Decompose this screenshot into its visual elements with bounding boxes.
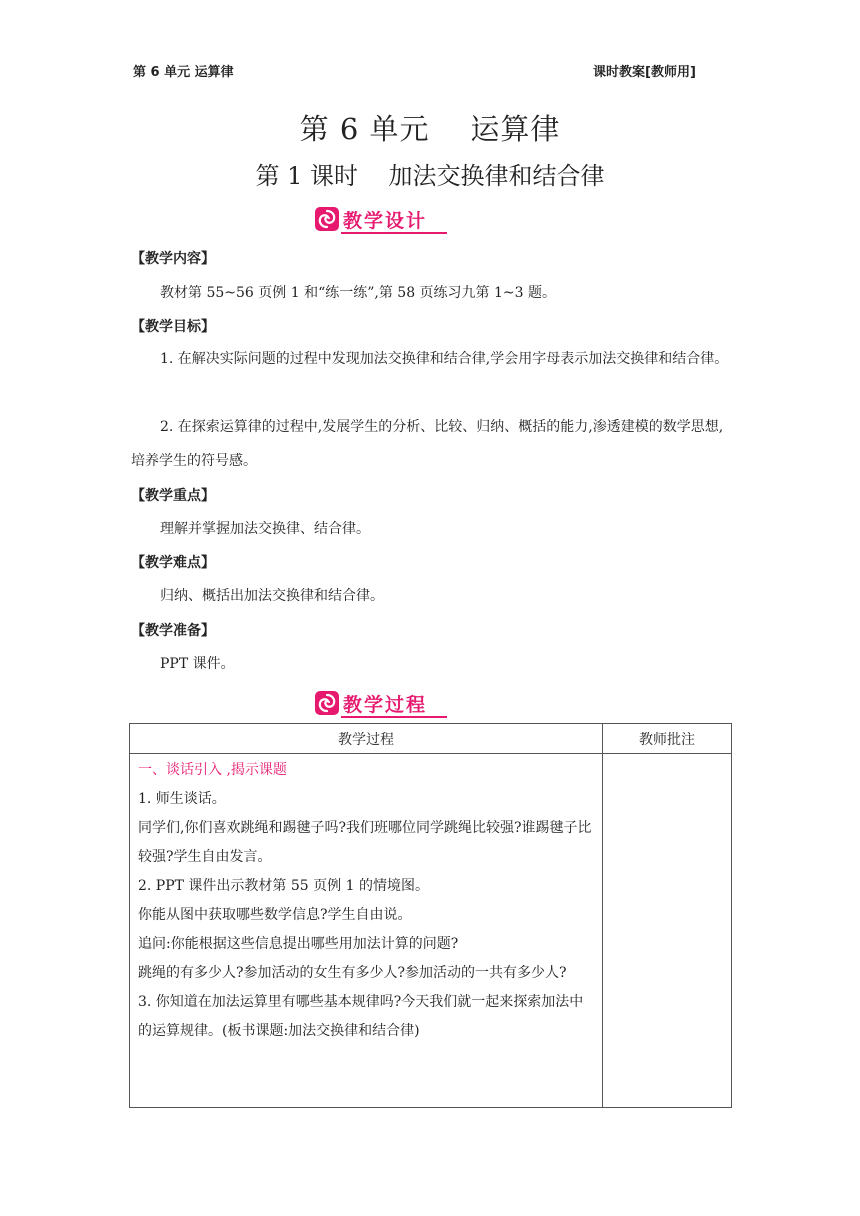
badge-underline <box>341 716 447 718</box>
list-item: 2. PPT 课件出示教材第 55 页例 1 的情境图。 <box>138 878 429 894</box>
process-cell <box>130 754 603 1108</box>
table-header-row <box>130 724 732 754</box>
preparation-text: PPT 课件。 <box>160 656 235 672</box>
spiral-logo-icon <box>315 207 339 231</box>
lesson-title: 第 1 课时 加法交换律和结合律 <box>255 162 605 190</box>
spiral-logo-icon <box>315 691 339 715</box>
column-header-teacher-notes: 教师批注 <box>603 724 732 754</box>
content-text: 教材第 55~56 页例 1 和“练一练”,第 58 页练习九第 1~3 题。 <box>160 285 556 301</box>
section-heading-difficulty: 【教学难点】 <box>131 555 215 571</box>
difficulty-text: 归纳、概括出加法交换律和结合律。 <box>160 588 384 604</box>
section-heading-content: 【教学内容】 <box>131 251 215 267</box>
process-table <box>129 723 732 1108</box>
goal-item-2: 2. 在探索运算律的过程中,发展学生的分析、比较、归纳、概括的能力,渗透建模的数学思想,培养学生的符号感。 <box>131 419 724 469</box>
teacher-notes-cell <box>603 754 732 1108</box>
running-header-unit: 第 6 单元 运算律 <box>133 65 234 80</box>
list-item: 同学们,你们喜欢跳绳和踢毽子吗?我们班哪位同学跳绳比较强?谁踢毽子比较强?学生自由发言。 <box>138 820 592 865</box>
badge-underline <box>341 232 447 234</box>
list-item: 跳绳的有多少人?参加活动的女生有多少人?参加活动的一共有多少人? <box>138 965 567 981</box>
running-header-doc-type: 课时教案[教师用] <box>593 65 696 80</box>
list-item: 1. 师生谈话。 <box>138 791 226 807</box>
badge-label: 教学过程 <box>343 694 428 716</box>
key-points-text: 理解并掌握加法交换律、结合律。 <box>160 521 370 537</box>
list-item: 追问:你能根据这些信息提出哪些用加法计算的问题? <box>138 936 459 952</box>
section-heading-goals: 【教学目标】 <box>131 319 215 335</box>
badge-label: 教学设计 <box>343 210 428 232</box>
section-heading-preparation: 【教学准备】 <box>131 623 215 639</box>
column-header-process: 教学过程 <box>130 724 603 754</box>
teaching-design-badge <box>315 207 447 233</box>
teaching-process-badge <box>315 691 447 717</box>
step-heading: 一、谈话引入 ,揭示课题 <box>138 762 287 778</box>
list-item: 3. 你知道在加法运算里有哪些基本规律吗?今天我们就一起来探索加法中的运算规律。(板书课题:加法交换律和结合律) <box>138 994 584 1039</box>
unit-title: 第 6 单元 运算律 <box>299 112 561 146</box>
goal-item-1: 1. 在解决实际问题的过程中发现加法交换律和结合律,学会用字母表示加法交换律和结合律。 <box>160 351 729 367</box>
table-row <box>130 754 732 1108</box>
section-heading-key-points: 【教学重点】 <box>131 488 215 504</box>
list-item: 你能从图中获取哪些数学信息?学生自由说。 <box>138 907 412 923</box>
